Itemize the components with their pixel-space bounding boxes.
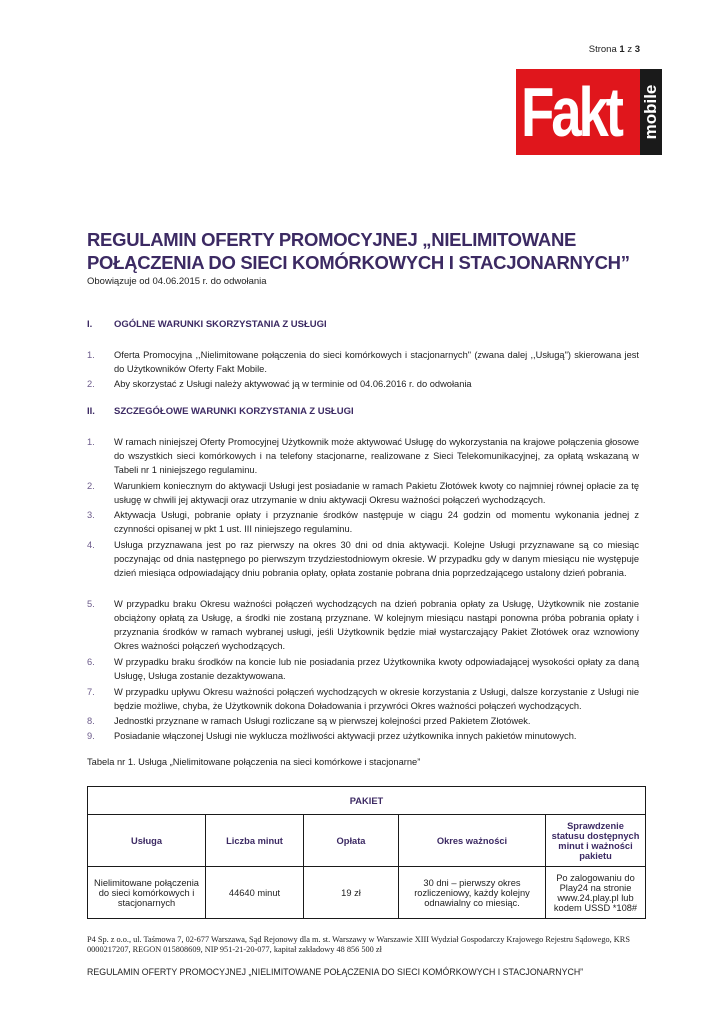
section-2-title: SZCZEGÓŁOWE WARUNKI KORZYSTANIA Z USŁUGI [114,406,354,417]
section-1-title: OGÓLNE WARUNKI SKORZYSTANIA Z USŁUGI [114,319,327,330]
legal-line-2: 0000217207, REGON 015808609, NIP 951-21-20-077, kapitał zakładowy 48 856 500 zł [87,945,382,954]
section-2-item-3 [87,508,639,536]
legal-line-1: P4 Sp. z o.o., ul. Taśmowa 7, 02-677 Warszawa, Sąd Rejonowy dla m. st. Warszawy w Warszawie XIII Wydział Gospodarczy Krajowego Rejestru Sądowego, KRS [87,935,630,944]
document-title [87,228,647,274]
item-text: Jednostki przyznane w ramach Usługi rozliczane są w pierwszej kolejności przed Pakietem Złotówek. [114,716,531,726]
section-1-item-1 [87,348,639,376]
column-header-service: Usługa [88,815,206,867]
item-text: W przypadku braku Okresu ważności połączeń wychodzących na dzień pobrania opłaty za Usługę, Użytkownik nie zostanie obciążony opłatą za Usługę, a środki nie zostaną przyznane. W kolejnym miesiącu nastąpi ponowna próba pobrania opłaty i przyznania środków w ramach wybranej usługi, jeśli Użytkownik będzie miał wystarczający Pakiet Złotówek oraz wznowiony Okres ważności połączeń wychodzących. [114,599,639,651]
valid-from-text: Obowiązuje od 04.06.2015 r. do odwołania [87,276,267,287]
page-of: z [627,44,633,55]
table-group-header: PAKIET [88,787,646,815]
section-2-item-7 [87,685,639,713]
item-text: W przypadku upływu Okresu ważności połączeń wychodzących w okresie korzystania z Usługi, dalsze korzystanie z Usługi nie będzie możliwe, chyba, że Użytkownik dokona Doładowania i przywróci Okres ważności połączeń wychodzących. [114,687,639,711]
section-2-item-1 [87,435,639,477]
item-number: 3. [87,510,95,520]
column-header-status-check: Sprawdzenie statusu dostępnych minut i ważności pakietu [546,815,646,867]
column-header-validity: Okres ważności [399,815,546,867]
item-number: 1. [87,437,95,447]
cell-service: Nielimitowane połączenia do sieci komórkowych i stacjonarnych [88,867,206,919]
page-word: Strona [588,44,617,55]
item-number: 2. [87,481,95,491]
item-text: Usługa przyznawana jest po raz pierwszy na okres 30 dni od dnia aktywacji. Kolejne Usługi przyznawane są co miesiąc poczynając od dnia następnego po pierwszym trzydziestodniowym okresie. W przypadku gdy w danym miesiącu nie występuje dzień miesiąca odpowiadający dniu pobrania opłaty, opłata zostanie pobrana dnia poprzedzającego ustalony dzień pobrania. [114,540,639,578]
section-1-number: I. [87,319,93,330]
item-number: 9. [87,731,95,741]
cell-fee: 19 zł [304,867,399,919]
section-2-heading [87,406,354,417]
page-number [560,44,640,55]
cell-status-check: Po zalogowaniu do Play24 na stronie www.24.play.pl lub kodem USSD *108# [546,867,646,919]
logo-brand-sub: mobile [641,84,660,140]
column-header-minutes: Liczba minut [206,815,304,867]
section-2-item-4 [87,538,639,580]
item-text: Aby skorzystać z Usługi należy aktywować ją w terminie od 04.06.2016 r. do odwołania [114,379,472,389]
section-2-item-8 [87,714,639,728]
item-number: 7. [87,687,95,697]
logo-brand-main: Fakt [521,73,621,151]
item-number: 6. [87,657,95,667]
company-legal-info [87,935,643,955]
item-number: 8. [87,716,95,726]
item-text: W ramach niniejszej Oferty Promocyjnej Użytkownik może aktywować Usługę do wykorzystania na krajowe połączenia głosowe do wszystkich sieci komórkowych i na telefony stacjonarne, realizowane z Sieci Telekomunikacyjnej, za opłatą wskazaną w Tabeli nr 1 niniejszego regulaminu. [114,437,639,475]
page-current: 1 [619,44,625,55]
page-total: 3 [634,44,640,55]
footer-document-title: REGULAMIN OFERTY PROMOCYJNEJ „NIELIMITOWANE POŁĄCZENIA DO SIECI KOMÓRKOWYCH I STACJONARNYCH” [87,967,584,977]
package-table [87,786,646,919]
section-2-number: II. [87,406,95,417]
section-2-item-9 [87,729,639,743]
section-2-item-2 [87,479,639,507]
cell-minutes: 44640 minut [206,867,304,919]
section-1-item-2 [87,377,639,391]
item-number: 1. [87,350,95,360]
item-number: 5. [87,599,95,609]
cell-validity: 30 dni – pierwszy okres rozliczeniowy, każdy kolejny odnawialny co miesiąc. [399,867,546,919]
table-row [88,867,646,919]
item-number: 4. [87,540,95,550]
title-line-1: REGULAMIN OFERTY PROMOCYJNEJ „NIELIMITOWANE [87,229,577,250]
item-number: 2. [87,379,95,389]
section-1-heading [87,319,327,330]
section-2-item-5 [87,597,639,653]
item-text: Aktywacja Usługi, pobranie opłaty i przyznanie środków następuje w ciągu 24 godzin od momentu wykonania jednej z czynności opisanej w pkt 1 ust. III niniejszego regulaminu. [114,510,639,534]
item-text: Oferta Promocyjna ,,Nielimitowane połączenia do sieci komórkowych i stacjonarnych" (zwana dalej ,,Usługą") skierowana jest do Użytkowników Oferty Fakt Mobile. [114,350,639,374]
item-text: W przypadku braku środków na koncie lub nie posiadania przez Użytkownika kwoty odpowiadającej wysokości opłaty za daną Usługę, Usługa zostanie dezaktywowana. [114,657,639,681]
fakt-mobile-logo [516,69,662,155]
column-header-fee: Opłata [304,815,399,867]
table-caption: Tabela nr 1. Usługa „Nielimitowane połączenia na sieci komórkowe i stacjonarne” [87,757,421,767]
title-line-2: POŁĄCZENIA DO SIECI KOMÓRKOWYCH I STACJONARNYCH” [87,252,630,273]
item-text: Warunkiem koniecznym do aktywacji Usługi jest posiadanie w ramach Pakietu Złotówek kwoty co najmniej równej opłacie za tę usługę w chwili jej aktywacji oraz utrzymanie w dniu aktywacji Okresu ważności połączeń wychodzących. [114,481,639,505]
section-2-item-6 [87,655,639,683]
item-text: Posiadanie włączonej Usługi nie wyklucza możliwości aktywacji przez użytkownika innych pakietów minutowych. [114,731,577,741]
